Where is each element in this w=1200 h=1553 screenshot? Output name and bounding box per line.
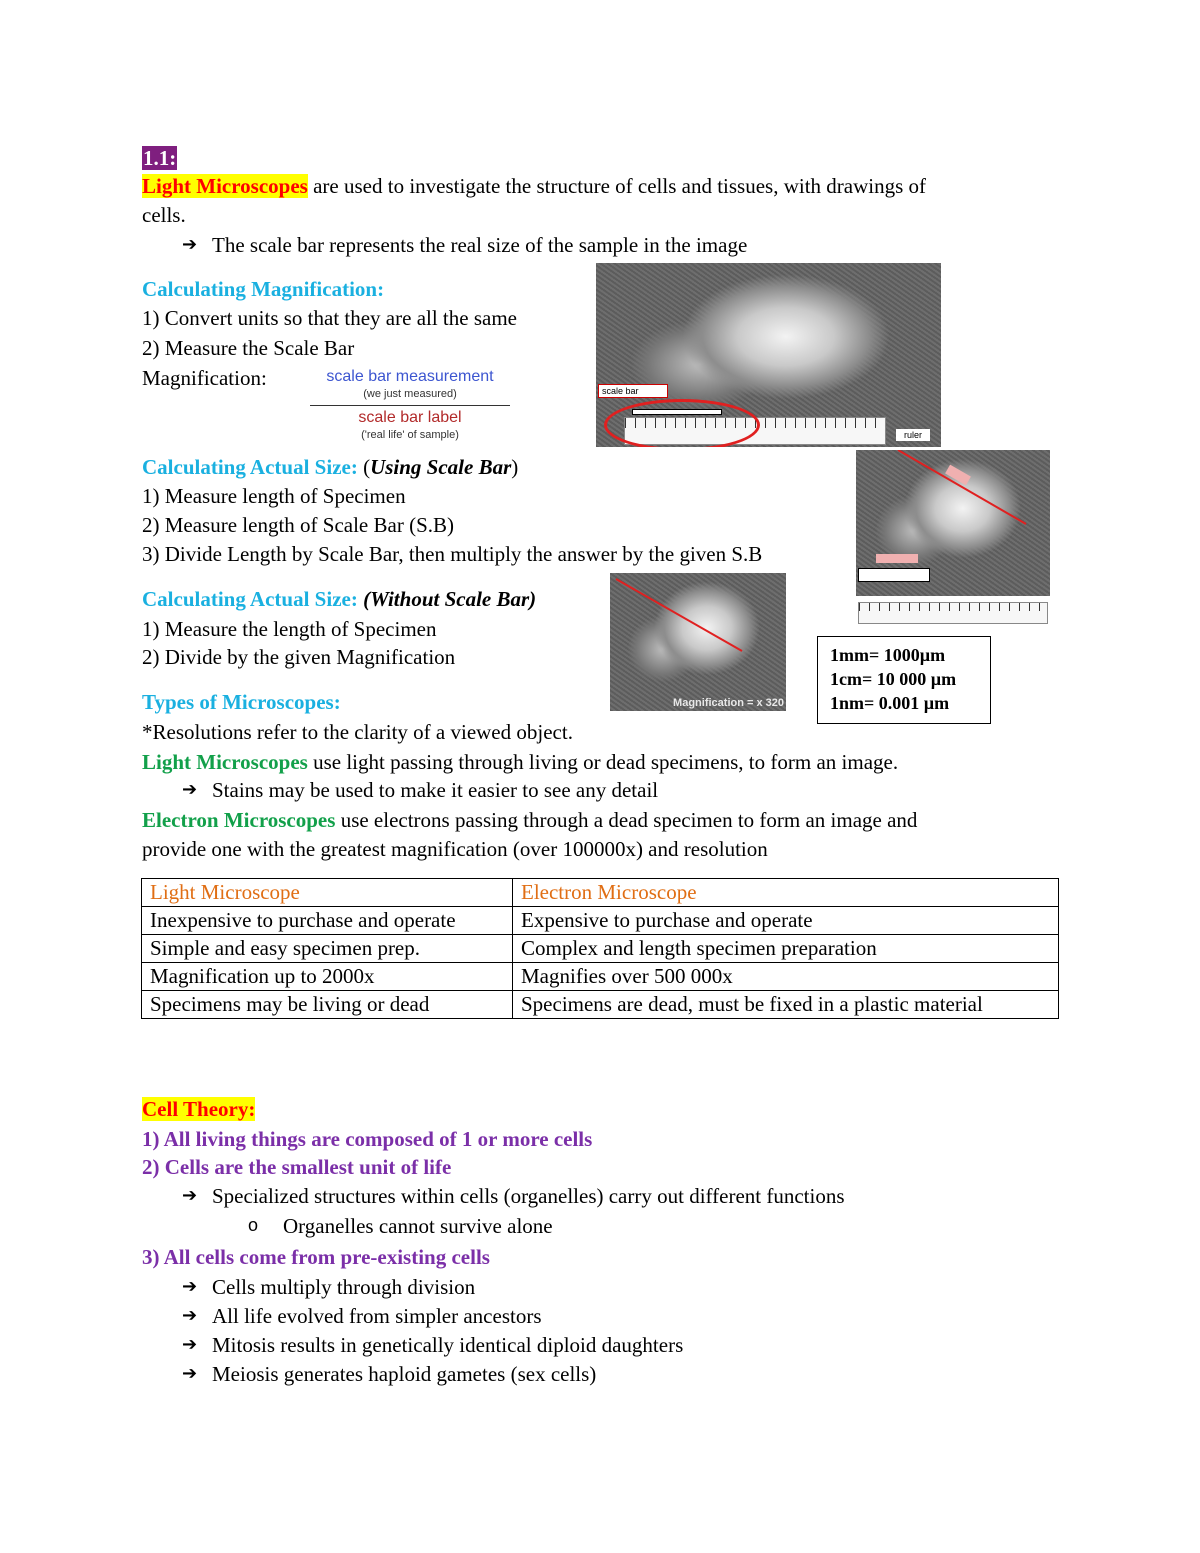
point-3-bullet: Meiosis generates haploid gametes (sex cells) <box>212 1362 597 1386</box>
unit-cm: 1cm= 10 000 µm <box>830 669 957 689</box>
table-cell: Simple and easy specimen prep. <box>142 935 513 963</box>
scale-bar-marker <box>876 554 918 563</box>
units-conversion-box <box>817 636 991 724</box>
table-row <box>142 991 1059 1019</box>
magnification-formula <box>310 367 510 442</box>
organelles-sub-bullet: Organelles cannot survive alone <box>283 1214 553 1238</box>
section-label: 1.1: <box>143 146 177 170</box>
intro-line-1: Light Microscopes are used to investigate the structure of cells and tissues, with drawings of <box>142 174 927 198</box>
magnification-step-2: 2) Measure the Scale Bar <box>142 336 355 360</box>
weevil-sem-image-scale-bar <box>596 263 941 447</box>
unit-mm: 1mm= 1000µm <box>830 645 946 665</box>
cell-theory-point-3: 3) All cells come from pre-existing cells <box>142 1245 490 1269</box>
scale-bar-label: scale bar <box>598 384 668 398</box>
arrow-bullet-icon: ➔ <box>182 234 198 255</box>
unit-nm: 1nm= 0.001 µm <box>830 693 950 713</box>
actual-size-no-scale-step-1: 1) Measure the length of Specimen <box>142 617 437 641</box>
table-row <box>142 935 1059 963</box>
cell-theory-point-1: 1) All living things are composed of 1 or more cells <box>142 1127 593 1151</box>
table-cell: Inexpensive to purchase and operate <box>142 907 513 935</box>
actual-size-scale-step-3: 3) Divide Length by Scale Bar, then multiply the answer by the given S.B <box>142 542 763 566</box>
table-header-light: Light Microscope <box>142 879 513 907</box>
stains-bullet: Stains may be used to make it easier to see any detail <box>212 778 659 802</box>
organelles-bullet: Specialized structures within cells (organelles) carry out different functions <box>212 1184 845 1208</box>
weevil-sem-image-measured <box>856 450 1050 596</box>
arrow-bullet-icon: ➔ <box>182 1305 198 1326</box>
arrow-bullet-icon: ➔ <box>182 1185 198 1206</box>
arrow-bullet-icon: ➔ <box>182 1334 198 1355</box>
types-heading: Types of Microscopes: <box>142 690 341 714</box>
table-row <box>142 963 1059 991</box>
magnification-caption: Magnification = x 320 <box>673 697 784 709</box>
table-cell: Expensive to purchase and operate <box>513 907 1059 935</box>
electron-microscopes-line: Electron Microscopes use electrons passing through a dead specimen to form an image and <box>142 808 918 832</box>
fraction-bar <box>310 405 510 406</box>
magnification-step-1: 1) Convert units so that they are all the same <box>142 306 517 330</box>
actual-size-scale-step-1: 1) Measure length of Specimen <box>142 484 406 508</box>
arrow-bullet-icon: ➔ <box>182 1276 198 1297</box>
intro-bullet: The scale bar represents the real size of the sample in the image <box>212 233 748 257</box>
arrow-bullet-icon: ➔ <box>182 779 198 800</box>
table-cell: Magnifies over 500 000x <box>513 963 1059 991</box>
table-cell: Specimens may be living or dead <box>142 991 513 1019</box>
magnification-heading: Calculating Magnification: <box>142 277 385 301</box>
ruler-image-small <box>858 602 1048 624</box>
table-cell: Magnification up to 2000x <box>142 963 513 991</box>
cell-theory-heading: Cell Theory: <box>142 1097 256 1121</box>
table-cell: Complex and length specimen preparation <box>513 935 1059 963</box>
table-header-row <box>142 879 1059 907</box>
table-header-electron: Electron Microscope <box>513 879 1059 907</box>
circle-bullet-icon: o <box>248 1215 259 1235</box>
magnification-label: Magnification: <box>142 366 267 390</box>
point-3-bullet: Cells multiply through division <box>212 1275 476 1299</box>
actual-size-scale-step-2: 2) Measure length of Scale Bar (S.B) <box>142 513 454 537</box>
resolution-note: *Resolutions refer to the clarity of a viewed object. <box>142 720 573 744</box>
highlight-ellipse <box>604 399 760 447</box>
table-cell: Specimens are dead, must be fixed in a plastic material <box>513 991 1059 1019</box>
point-3-bullet: Mitosis results in genetically identical diploid daughters <box>212 1333 684 1357</box>
actual-size-no-scale-heading: Calculating Actual Size: (Without Scale Bar) <box>142 587 537 611</box>
weevil-sem-image-magnification <box>610 573 786 711</box>
actual-size-no-scale-step-2: 2) Divide by the given Magnification <box>142 645 456 669</box>
scale-bar-box <box>858 568 930 582</box>
light-microscopes-line: Light Microscopes use light passing through living or dead specimens, to form an image. <box>142 750 899 774</box>
measurement-line-2 <box>610 573 786 711</box>
formula-numerator: scale bar measurement <box>326 368 494 385</box>
table-row <box>142 907 1059 935</box>
microscope-comparison-table <box>141 878 1059 1019</box>
formula-numerator-note: (we just measured) <box>363 388 457 400</box>
light-microscopes-term: Light Microscopes <box>142 174 308 198</box>
point-3-bullet: All life evolved from simpler ancestors <box>212 1304 542 1328</box>
electron-microscopes-line-2: provide one with the greatest magnification (over 100000x) and resolution <box>142 837 768 861</box>
cell-theory-point-2: 2) Cells are the smallest unit of life <box>142 1155 452 1179</box>
actual-size-scale-heading: Calculating Actual Size: (Using Scale Bar) <box>142 455 519 479</box>
formula-denominator: scale bar label <box>358 409 462 426</box>
intro-line-2: cells. <box>142 203 186 227</box>
arrow-bullet-icon: ➔ <box>182 1363 198 1384</box>
ruler-label: ruler <box>896 429 930 441</box>
formula-denominator-note: ('real life' of sample) <box>361 429 459 441</box>
